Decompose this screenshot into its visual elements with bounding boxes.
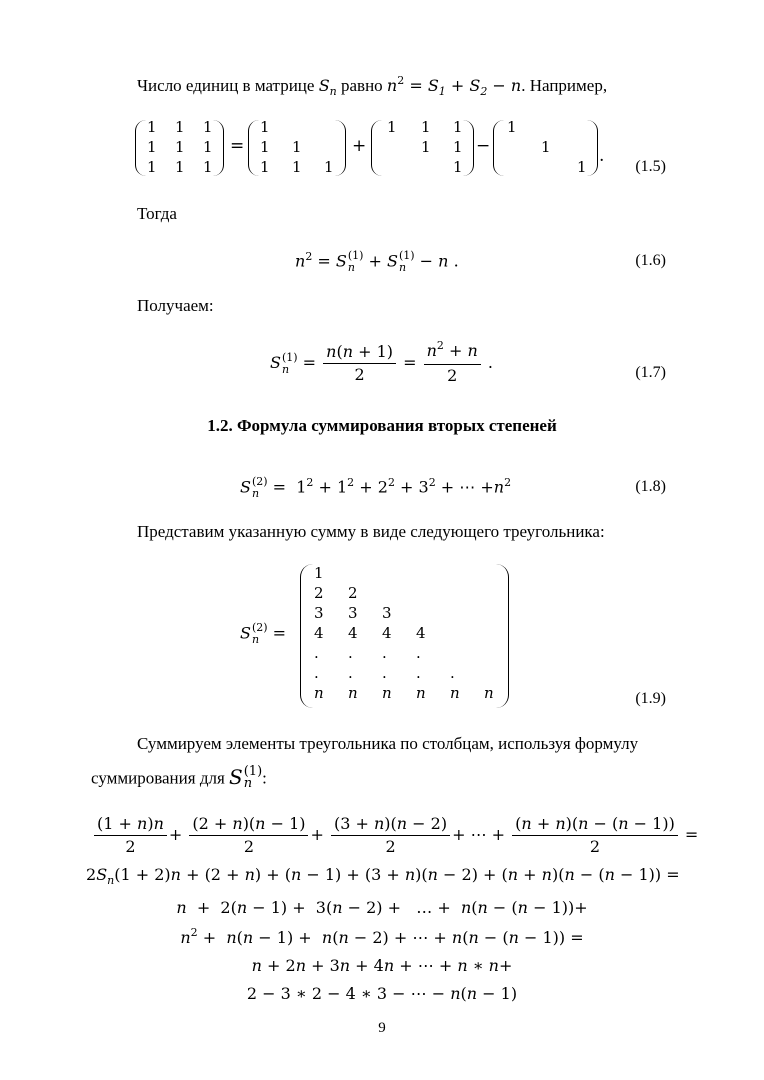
- left-paren: [371, 120, 382, 176]
- triangle-cell: 3: [348, 604, 358, 622]
- paragraph-then: Тогда: [137, 204, 177, 223]
- plus-sign: +: [352, 136, 367, 156]
- equation-number: (1.8): [635, 478, 666, 495]
- right-paren: [587, 120, 598, 176]
- matrix-equation: [135, 118, 655, 180]
- triangle-cell: 4: [314, 624, 324, 642]
- para5-line2-text: суммирования для: [91, 768, 225, 788]
- triangle-cell: 1: [314, 564, 324, 582]
- right-paren: [335, 120, 346, 176]
- m3-cell: 1: [453, 138, 463, 156]
- left-paren: [300, 564, 313, 708]
- period: .: [599, 146, 605, 166]
- m2-cell: 1: [292, 158, 302, 176]
- equation-1-6: $n^2 = S$ (1) n + S (1) n − n .: [295, 249, 459, 274]
- equation-number: (1.5): [635, 158, 666, 175]
- equation-1-8: S (2) n = $1^2 + 1^2 + 2^2 + 3^2$ + ⋯ $+n^2$: [240, 475, 512, 500]
- m2-cell: 1: [324, 158, 334, 176]
- equals-sign: =: [230, 136, 245, 156]
- math-Sn: $S_n$: [318, 76, 337, 98]
- triangle-cell: .: [450, 664, 455, 682]
- m3-cell: 1: [453, 158, 463, 176]
- triangle-cell: .: [348, 644, 353, 662]
- m1-cell: 1: [175, 158, 185, 176]
- m1-cell: 1: [203, 138, 213, 156]
- triangle-cell: 4: [382, 624, 392, 642]
- m1-cell: 1: [175, 138, 185, 156]
- triangle-cell: .: [314, 664, 319, 682]
- m2-cell: 1: [260, 158, 270, 176]
- math-n2-formula: $n^2 = S_1 + S_2 - n$: [386, 74, 522, 98]
- equation-number: (1.7): [635, 364, 666, 381]
- m3-cell: 1: [421, 138, 431, 156]
- triangle-cell: 2: [348, 584, 358, 602]
- left-paren: [493, 120, 504, 176]
- m2-cell: 1: [260, 138, 270, 156]
- triangle-cell: n: [484, 684, 494, 702]
- equation-number: (1.6): [635, 252, 666, 269]
- m1-cell: 1: [147, 158, 157, 176]
- triangle-cell: n: [314, 684, 324, 702]
- m1-cell: 1: [147, 138, 157, 156]
- triangle-cell: .: [416, 664, 421, 682]
- m4-cell: 1: [541, 138, 551, 156]
- triangle-cell: .: [382, 644, 387, 662]
- triangle-cell: 4: [416, 624, 426, 642]
- paragraph-sum-columns: Суммируем элементы треугольника по столбцам, используя формулу: [137, 734, 639, 753]
- para1-mid: равно: [341, 76, 383, 95]
- section-title: 1.2. Формула суммирования вторых степеней: [207, 416, 557, 435]
- derivation-line-2: $2S_n(1 + 2)n + (2 + n) + (n - 1) + (3 + n)(n - 2) + (n + n)(n - (n - 1))$ =: [86, 865, 680, 887]
- triangle-cell: .: [416, 644, 421, 662]
- m1-cell: 1: [203, 118, 213, 136]
- triangle-cell: 3: [314, 604, 324, 622]
- triangle-cell: .: [382, 664, 387, 682]
- m3-cell: 1: [387, 118, 397, 136]
- triangle-lhs: S (2) n =: [240, 621, 287, 646]
- derivation-line-3: n + 2(n − 1) + 3(n − 2) + … + n(n − (n − 1))+: [176, 898, 588, 917]
- right-paren: [463, 120, 474, 176]
- triangle-cell: n: [450, 684, 460, 702]
- para1-end: . Например,: [521, 76, 608, 95]
- math-Sn1: S (1) n: [229, 764, 263, 791]
- derivation-line-6: 2 − 3 ∗ 2 − 4 ∗ 3 − ⋯ − n(n − 1): [246, 984, 518, 1003]
- m1-cell: 1: [147, 118, 157, 136]
- derivation-line-5: n + 2n + 3n + 4n + ⋯ + n ∗ n+: [251, 956, 513, 975]
- triangle-cell: .: [348, 664, 353, 682]
- m4-cell: 1: [507, 118, 517, 136]
- paragraph-count-ones: [137, 76, 607, 98]
- triangle-cell: n: [348, 684, 358, 702]
- para1-text: Число единиц в матрице: [137, 76, 315, 95]
- m2-cell: 1: [260, 118, 270, 136]
- triangle-cell: 4: [348, 624, 358, 642]
- triangle-matrix: [300, 564, 512, 712]
- minus-sign: −: [476, 136, 491, 156]
- m4-cell: 1: [577, 158, 587, 176]
- equation-number: (1.9): [635, 690, 666, 707]
- m3-cell: 1: [421, 118, 431, 136]
- paragraph-obtain: Получаем:: [137, 296, 214, 315]
- triangle-cell: 3: [382, 604, 392, 622]
- right-paren: [213, 120, 224, 176]
- m2-cell: 1: [292, 138, 302, 156]
- derivation-line-1: $\frac{(1 + n)n}{2}$ + $\frac{(2 + n)(n - 1)}{2}$ + $\frac{(3 + n)(n - 2)}{2}$ + ⋯ + $\frac{(n + n)(n - (n - 1))}{2}$ =: [92, 810, 698, 860]
- triangle-cell: n: [416, 684, 426, 702]
- left-paren: [135, 120, 146, 176]
- m3-cell: 1: [453, 118, 463, 136]
- triangle-cell: 2: [314, 584, 324, 602]
- right-paren: [496, 564, 509, 708]
- triangle-cell: n: [382, 684, 392, 702]
- m1-cell: 1: [175, 118, 185, 136]
- triangle-cell: .: [314, 644, 319, 662]
- derivation-line-4: $n^2 + n(n - 1) + n(n - 2)$ + ⋯ + n(n − (n − 1)) =: [180, 926, 584, 947]
- m1-cell: 1: [203, 158, 213, 176]
- paragraph-triangle-intro: Представим указанную сумму в виде следующего треугольника:: [137, 522, 605, 541]
- page-number: 9: [378, 1020, 386, 1036]
- left-paren: [248, 120, 259, 176]
- equation-1-7: S (1) n = $\frac{n(n + 1)}{2}$ = $\frac{n^2 + n}{2}$ .: [270, 339, 493, 385]
- paragraph-sum-columns-line2: суммирования для S (1) n :: [91, 764, 267, 791]
